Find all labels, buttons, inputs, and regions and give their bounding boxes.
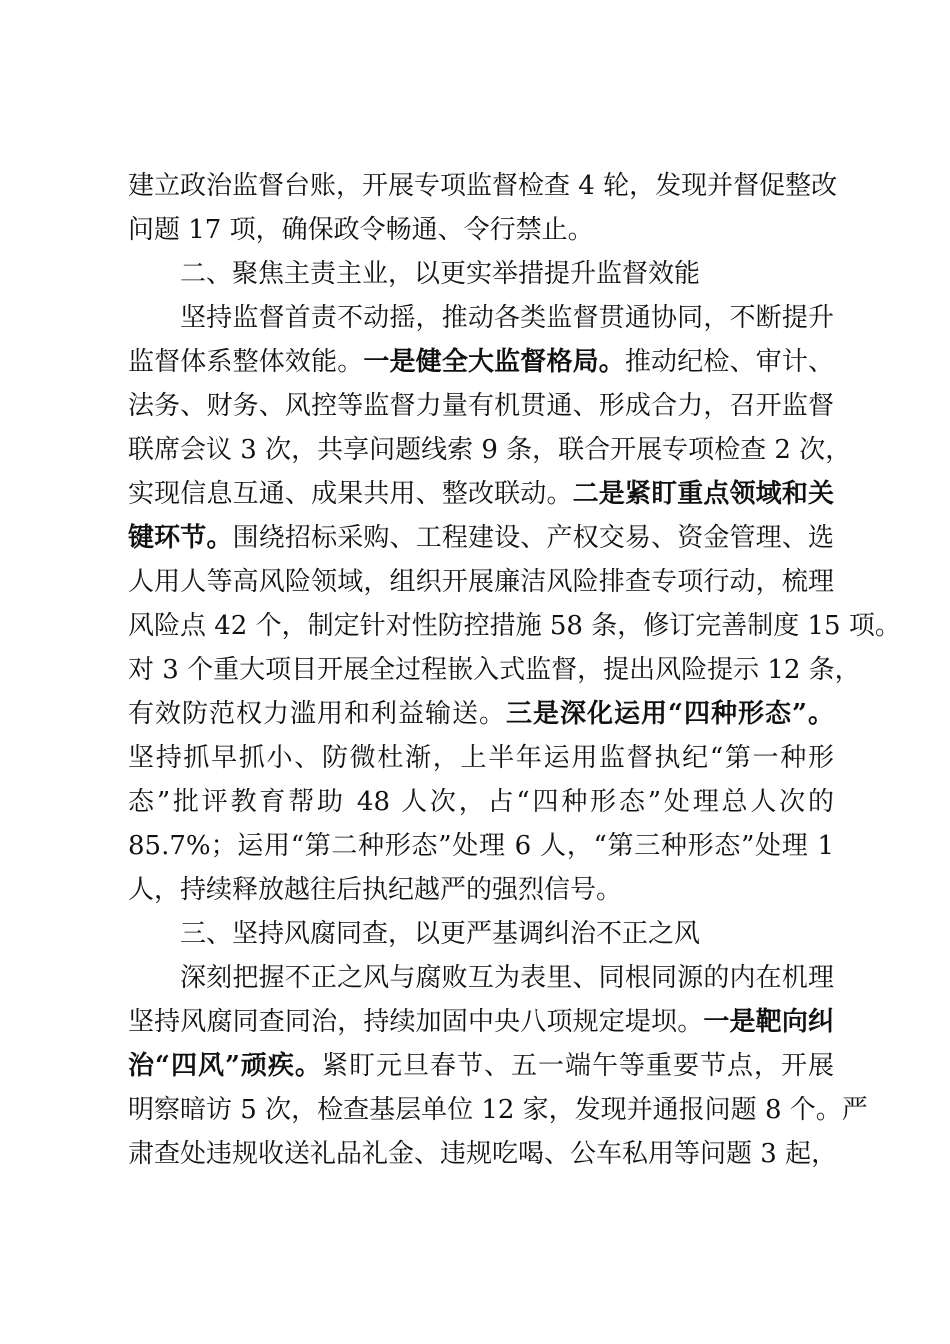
text-segment: 围绕招标采购、工程建设、产权交易、资金管理、选 <box>232 523 834 553</box>
text-segment: 肃查处违规收送礼品礼金、违规吃喝、公车私用等问题 3 起， <box>128 1139 838 1169</box>
text-segment: 有效防范权力滥用和利益输送。 <box>128 699 507 729</box>
text-segment: 推动纪检、审计、 <box>624 347 834 377</box>
paragraph-line-2 <box>128 206 834 254</box>
text-segment: 风险点 42 个，制定针对性防控措施 58 条，修订完善制度 15 项。 <box>128 611 901 641</box>
bold-text-segment: 三是深化运用“四种形态”。 <box>506 699 834 729</box>
text-segment: 紧盯元旦春节、五一端午等重要节点，开展 <box>321 1051 834 1081</box>
heading-text: 二、聚焦主责主业，以更实举措提升监督效能 <box>180 259 701 289</box>
text-segment: 建立政治监督台账，开展专项监督检查 4 轮，发现并督促整改 <box>128 171 838 201</box>
bold-text-segment: 治“四风”顽疾。 <box>128 1051 322 1081</box>
paragraph-line-7 <box>128 426 852 474</box>
bold-text-segment: 一是健全大监督格局。 <box>363 347 625 377</box>
paragraph-line-15 <box>128 778 834 826</box>
text-segment: 联席会议 3 次，共享问题线索 9 条，联合开展专项检查 2 次， <box>128 435 852 465</box>
text-segment: 人用人等高风险领域，组织开展廉洁风险排查专项行动，梳理 <box>128 567 834 597</box>
paragraph-line-8 <box>128 470 834 518</box>
paragraph-line-12 <box>128 646 861 694</box>
paragraph-line-16 <box>128 822 834 870</box>
paragraph-line-9 <box>128 514 834 562</box>
paragraph-line-10 <box>128 558 834 606</box>
paragraph-line-13 <box>128 690 834 738</box>
text-segment: 对 3 个重大项目开展全过程嵌入式监督，提出风险提示 12 条， <box>128 655 861 685</box>
text-segment: 85.7%；运用“第二种形态”处理 6 人，“第三种形态”处理 1 <box>128 831 834 861</box>
text-segment: 态”批评教育帮助 48 人次，占“四种形态”处理总人次的 <box>128 787 834 817</box>
paragraph-line-19 <box>180 954 834 1002</box>
heading-text: 三、坚持风腐同查，以更严基调纠治不正之风 <box>180 919 701 949</box>
paragraph-line-23 <box>128 1130 838 1178</box>
section-heading-2 <box>180 250 834 298</box>
paragraph-line-4 <box>180 294 834 342</box>
paragraph-line-6 <box>128 382 834 430</box>
paragraph-line-17 <box>128 866 834 914</box>
paragraph-line-22 <box>128 1086 868 1134</box>
text-segment: 问题 17 项，确保政令畅通、令行禁止。 <box>128 215 594 245</box>
text-segment: 深刻把握不正之风与腐败互为表里、同根同源的内在机理 <box>180 963 834 993</box>
paragraph-line-21 <box>128 1042 834 1090</box>
text-segment: 人，持续释放越往后执纪越严的强烈信号。 <box>128 875 623 905</box>
paragraph-line-11 <box>128 602 901 650</box>
text-segment: 法务、财务、风控等监督力量有机贯通、形成合力，召开监督 <box>128 391 834 421</box>
paragraph-line-20 <box>128 998 834 1046</box>
text-segment: 坚持抓早抓小、防微杜渐，上半年运用监督执纪“第一种形 <box>128 743 834 773</box>
paragraph-line-14 <box>128 734 834 782</box>
text-segment: 明察暗访 5 次，检查基层单位 12 家，发现并通报问题 8 个。严 <box>128 1095 868 1125</box>
bold-text-segment: 二是紧盯重点领域和关 <box>572 479 834 509</box>
text-segment: 实现信息互通、成果共用、整改联动。 <box>128 479 573 509</box>
bold-text-segment: 一是靶向纠 <box>703 1007 834 1037</box>
paragraph-line-1 <box>128 162 838 210</box>
bold-text-segment: 键环节。 <box>128 523 233 553</box>
text-segment: 坚持风腐同查同治，持续加固中央八项规定堤坝。 <box>128 1007 704 1037</box>
text-segment: 坚持监督首责不动摇，推动各类监督贯通协同，不断提升 <box>180 303 834 333</box>
section-heading-3 <box>180 910 834 958</box>
text-segment: 监督体系整体效能。 <box>128 347 364 377</box>
paragraph-line-5 <box>128 338 834 386</box>
